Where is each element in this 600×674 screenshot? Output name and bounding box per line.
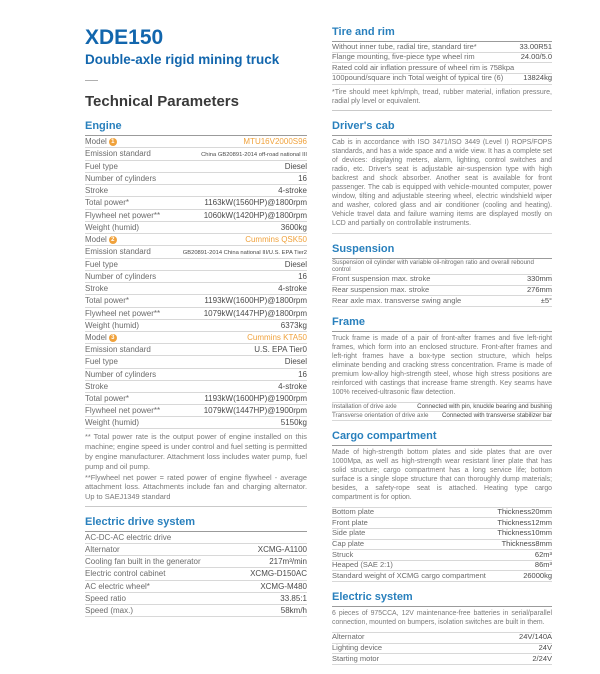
spec-row-left [85, 345, 151, 354]
footnote-line: *Tire should meet kph/mph, tread, rubber material, inflation pressure, radial ply level or equivalent. [332, 88, 552, 105]
section-title: Driver's cab [332, 120, 552, 136]
spec-row-left [332, 540, 364, 549]
spec-value: 16 [298, 369, 307, 379]
model-subtitle: Double-axle rigid mining truck [85, 52, 280, 67]
spec-label: Fuel type [85, 357, 118, 367]
section-electric-system [332, 591, 552, 665]
spec-row-full [85, 532, 307, 544]
spec-label: Flywheel net power** [85, 308, 161, 318]
spec-row-left [332, 529, 365, 538]
spec-row-left [85, 260, 118, 269]
spec-row-left [85, 198, 129, 207]
spec-row-left [332, 519, 368, 528]
spec-label: Flywheel net power** [85, 210, 161, 220]
spec-row-left [332, 403, 397, 410]
spec-value: 58km/h [280, 605, 307, 615]
spec-value: Thickness12mm [497, 517, 552, 527]
spec-value: 4-stroke [278, 381, 307, 391]
spec-row-left [332, 551, 353, 560]
section-electric-drive-system [85, 516, 307, 617]
spec-row-left [332, 633, 365, 642]
spec-label: Total power* [85, 393, 130, 403]
spec-label: Stroke [85, 186, 109, 196]
spec-label: Weight (humid) [85, 418, 140, 428]
section-paragraph: 6 pieces of 975CCA, 12V maintenance-free batteries in serial/parallel connection, mounted on bumpers, isolation switches are built in them. [332, 607, 552, 633]
spec-row [332, 540, 552, 551]
spec-value: ±5° [540, 295, 552, 305]
spec-label: Total power* [85, 198, 130, 208]
spec-row [85, 136, 307, 148]
spec-value: MTU16V2000S96 [243, 137, 307, 146]
spec-row-full [332, 259, 552, 275]
spec-row-left [85, 406, 160, 415]
spec-row-left [332, 561, 393, 570]
spec-row [85, 593, 307, 605]
spec-value: 24V [538, 643, 552, 653]
spec-row [332, 529, 552, 540]
spec-row-left [85, 272, 156, 281]
section-frame [332, 316, 552, 421]
section-engine [85, 120, 307, 507]
section-tire-and-rim [332, 26, 552, 111]
spec-row [332, 74, 552, 85]
spec-text: Rated cold air inflation pressure of wheel rim is 758kpa [332, 62, 515, 72]
spec-label: Electric control cabinet [85, 569, 166, 579]
spec-value: 13824kg [523, 73, 552, 83]
spec-row [85, 581, 307, 593]
spec-value: 1193kW(1600HP)@1900rpm [204, 393, 307, 403]
spec-label: Rear suspension max. stroke [332, 285, 430, 295]
spec-row-left [332, 275, 430, 284]
section-title: Frame [332, 316, 552, 332]
spec-row-left [85, 370, 156, 379]
spec-value: Thickness20mm [497, 507, 552, 517]
spec-row [85, 246, 307, 259]
spec-label: Front plate [332, 517, 368, 527]
spec-row [332, 412, 552, 421]
spec-row [85, 161, 307, 173]
spec-row-left [332, 508, 374, 517]
spec-row [85, 356, 307, 368]
spec-row [332, 644, 552, 655]
spec-row-left [85, 186, 108, 195]
spec-row-full [332, 63, 552, 74]
spec-label: Total power* [85, 296, 130, 306]
section-drivers-cab [332, 120, 552, 234]
spec-label: Heaped (SAE 2:1) [332, 560, 393, 570]
spec-value: 276mm [526, 285, 552, 295]
spec-row [85, 344, 307, 356]
spec-row-left [85, 309, 160, 318]
spec-label: Stroke [85, 381, 109, 391]
spec-row [85, 259, 307, 271]
spec-value: Diesel [284, 357, 307, 367]
spec-row-left [85, 247, 151, 256]
spec-row-left [85, 149, 151, 158]
spec-row [85, 283, 307, 295]
spec-value: 217m³/min [269, 557, 307, 567]
spec-value: XCMG-A1100 [257, 544, 307, 554]
spec-value: 5150kg [280, 418, 307, 428]
spec-row [85, 295, 307, 307]
spec-label: Speed ratio [85, 593, 126, 603]
right-sections [332, 26, 552, 665]
spec-row-left [85, 162, 118, 171]
spec-row [332, 508, 552, 519]
spec-row [85, 369, 307, 381]
spec-value: U.S. EPA Tier0 [254, 345, 307, 355]
spec-row [332, 286, 552, 297]
spec-row [85, 393, 307, 405]
spec-row-left [332, 412, 428, 419]
spec-label: Standard weight of XCMG cargo compartment [332, 570, 486, 580]
spec-value: 330mm [526, 274, 552, 284]
spec-row [85, 381, 307, 393]
spec-row-left [332, 53, 475, 62]
spec-label: Flange mounting, five-piece type wheel rim [332, 52, 475, 62]
right-column [332, 26, 552, 674]
spec-label: Alternator [85, 544, 120, 554]
spec-row [85, 173, 307, 185]
spec-value: Cummins QSK50 [245, 234, 307, 244]
footnote [85, 429, 307, 506]
spec-value: 26000kg [523, 570, 552, 580]
spec-row-left [85, 235, 117, 244]
spec-row [332, 561, 552, 572]
spec-label: Emission standard [85, 345, 151, 355]
spec-row [85, 271, 307, 283]
spec-text: Suspension oil cylinder with variable oil-nitrogen ratio and overall rebound control [332, 259, 534, 274]
spec-label: Bottom plate [332, 507, 375, 517]
model-number-badge: 3 [109, 334, 117, 342]
section-title: Tire and rim [332, 26, 552, 42]
spec-value: Thickness10mm [497, 528, 552, 538]
spec-value: 62m³ [534, 549, 552, 559]
spec-row-left [332, 572, 486, 581]
spec-row-left [85, 606, 133, 615]
spec-value: 2/24V [532, 653, 552, 663]
spec-row-left [85, 582, 150, 591]
spec-label: Alternator [332, 632, 365, 642]
spec-value: 86m³ [534, 560, 552, 570]
spec-label: Speed (max.) [85, 605, 134, 615]
spec-row-left [332, 286, 429, 295]
spec-row-left [85, 557, 201, 566]
spec-value: Cummins KTA50 [247, 332, 307, 342]
spec-row-left [332, 297, 461, 306]
spec-value: 1079kW(1447HP)@1900rpm [203, 406, 307, 416]
section-cargo-compartment [332, 430, 552, 582]
spec-row-left [85, 545, 120, 554]
spec-row [332, 275, 552, 286]
spec-label: Model [85, 332, 107, 342]
spec-row [85, 234, 307, 246]
section-title: Engine [85, 120, 307, 136]
spec-label: Emission standard [85, 149, 151, 159]
spec-row [332, 42, 552, 53]
spec-row [85, 222, 307, 234]
footnote-line: ** Total power rate is the output power of engine installed on this machine; engine speed is under control and fuel setting is permitted by engine manufacturer. Attachment loss includes water pump, fuel pump and oil pump. [85, 432, 307, 471]
spec-row [85, 417, 307, 429]
spec-row-left [85, 569, 165, 578]
spec-row [332, 403, 552, 412]
spec-row-left [332, 74, 503, 83]
spec-row [85, 308, 307, 320]
spec-label: Without inner tube, radial tire, standard tire* [332, 41, 477, 51]
model-title: XDE150 [85, 26, 164, 49]
section-paragraph: Cab is in accordance with ISO 3471/ISO 3449 (Level I) ROPS/FOPS standards, and has a wide space and a wide view. It has a complete set of devices: displaying meters, alarm, lighting, control switches and radio, etc. Driver's seat is adjustable air-suspension type with high backrest and shock absorber. Another seat is available for front passenger. The cab is equipped with vehicle-mounted computer, power window, tilting and adjustable steering wheel, electric windshield wiper and washer, colored glass and air conditioner (cooling and heating). Vehicle travel data and failure warning items are displayed mostly on LCD and partially on controllable instruments. [332, 136, 552, 234]
spec-row-left [332, 644, 382, 653]
spec-row [85, 197, 307, 209]
spec-row [85, 556, 307, 568]
spec-row [85, 605, 307, 617]
spec-value: XCMG-D150AC [250, 569, 307, 579]
spec-row-left [85, 321, 139, 330]
section-paragraph: Truck frame is made of a pair of front-after frames and five left-right frames, which form into an enclosed structure. Front-after frames and left-right frames have a box-type section structure, which helps eliminate bending and cracking stress concentration. Frame is made of premium low-alloy high-strength steel, whose high stress positions are reinforced with castings that increase frame strength. Key seams have 100% received-ultrasonic flaw detection. [332, 332, 552, 403]
section-suspension [332, 243, 552, 307]
spec-value: 16 [298, 272, 307, 281]
spec-value: 33.85:1 [280, 593, 307, 603]
header-divider [85, 80, 98, 81]
footnote [332, 85, 552, 111]
spec-row-left [85, 418, 139, 427]
section-title: Cargo compartment [332, 430, 552, 446]
spec-row [332, 53, 552, 64]
page-title: Technical Parameters [85, 93, 239, 110]
spec-value: GB20891-2014 China national III/U.S. EPA Tier2 [182, 250, 307, 257]
spec-row-left [85, 284, 108, 293]
spec-row-left [85, 223, 139, 232]
spec-value: 33.00R51 [519, 41, 552, 51]
spec-value: Thickness8mm [501, 539, 552, 548]
spec-row-left [85, 174, 156, 183]
spec-label: Flywheel net power** [85, 406, 161, 416]
spec-row [85, 544, 307, 556]
spec-label: Fuel type [85, 161, 118, 171]
spec-row-left [85, 296, 129, 305]
spec-value: 6373kg [280, 320, 307, 330]
spec-value: Connected with transverse stabilizer bar [441, 412, 552, 420]
model-number-badge: 2 [109, 236, 117, 244]
spec-label: Number of cylinders [85, 272, 157, 281]
spec-value: XCMG-M480 [260, 581, 307, 591]
spec-row-left [85, 137, 117, 146]
section-title: Electric drive system [85, 516, 307, 532]
spec-label: 100pound/square inch Total weight of typical tire (6) [332, 73, 504, 83]
spec-label: Cooling fan built in the generator [85, 557, 201, 567]
spec-label: Fuel type [85, 259, 118, 269]
spec-row [332, 633, 552, 644]
spec-value: 24.00/5.0 [520, 52, 552, 62]
spec-row-left [85, 333, 117, 342]
spec-label: Side plate [332, 528, 366, 538]
spec-value: 16 [298, 174, 307, 184]
spec-label: Weight (humid) [85, 320, 140, 330]
section-title: Suspension [332, 243, 552, 259]
spec-row [332, 550, 552, 561]
spec-label: Cap plate [332, 539, 365, 548]
spec-row-left [85, 594, 126, 603]
spec-label: Struck [332, 549, 354, 559]
spec-label: Lighting device [332, 643, 383, 653]
spec-label: Starting motor [332, 653, 380, 663]
spec-row-left [85, 382, 108, 391]
spec-value: China GB20891-2014 off-road national III [201, 152, 307, 159]
spec-row [85, 405, 307, 417]
spec-label: Model [85, 137, 107, 146]
spec-text: AC-DC-AC electric drive [85, 532, 172, 542]
spec-row-left [332, 43, 477, 52]
spec-value: Connected with pin, knuckle bearing and bushing [417, 403, 552, 411]
spec-row-left [85, 211, 160, 220]
document-header [85, 26, 307, 110]
spec-label: Stroke [85, 284, 109, 294]
spec-value: 1079kW(1447HP)@1800rpm [203, 308, 307, 318]
spec-value: Diesel [284, 259, 307, 269]
section-title: Electric system [332, 591, 552, 607]
spec-row [332, 518, 552, 529]
spec-label: Rear axle max. transverse swing angle [332, 295, 462, 305]
spec-value: 1163kW(1560HP)@1800rpm [204, 198, 307, 208]
left-sections [85, 120, 307, 617]
spec-label: Number of cylinders [85, 369, 157, 379]
model-number-badge: 1 [109, 138, 117, 146]
spec-value: 24V/140A [519, 632, 552, 642]
spec-value: 1060kW(1420HP)@1800rpm [203, 210, 307, 220]
section-paragraph: Made of high-strength bottom plates and side plates that are over 1000Mpa, as well as high-strength wear resistant liner plate that has solid structure; cargo compartment has a long service life; bottom surface is a single slope structure that can thoroughly dump materials; besides, a safety-rope seat is attached. Heating type cargo compartment is for option. [332, 446, 552, 508]
spec-row [332, 654, 552, 665]
spec-value: 1193kW(1600HP)@1800rpm [204, 296, 307, 306]
spec-value: Diesel [284, 161, 307, 171]
spec-row [85, 210, 307, 222]
spec-row [85, 148, 307, 161]
spec-row [85, 332, 307, 344]
spec-row [332, 296, 552, 307]
spec-label: Emission standard [85, 247, 151, 257]
spec-value: 3600kg [280, 222, 307, 232]
spec-label: Model [85, 234, 107, 244]
spec-label: Installation of drive axle [332, 403, 397, 411]
spec-row-left [85, 357, 118, 366]
spec-row [85, 568, 307, 580]
spec-row-left [332, 655, 379, 664]
spec-value: 4-stroke [278, 186, 307, 196]
spec-label: AC electric wheel* [85, 581, 150, 591]
footnote-line: **Flywheel net power = rated power of engine flywheel - average attachment loss. Attachments include fan and charging alternator. Up to SAEJ1349 standard [85, 472, 307, 502]
spec-row-left [85, 394, 129, 403]
spec-label: Number of cylinders [85, 174, 157, 184]
spec-row [85, 320, 307, 332]
spec-row [85, 185, 307, 197]
spec-value: 4-stroke [278, 284, 307, 294]
spec-row [332, 571, 552, 582]
spec-label: Transverse orientation of drive axle [332, 412, 429, 420]
left-column [85, 26, 307, 674]
spec-label: Front suspension max. stroke [332, 274, 431, 284]
spec-label: Weight (humid) [85, 222, 140, 232]
